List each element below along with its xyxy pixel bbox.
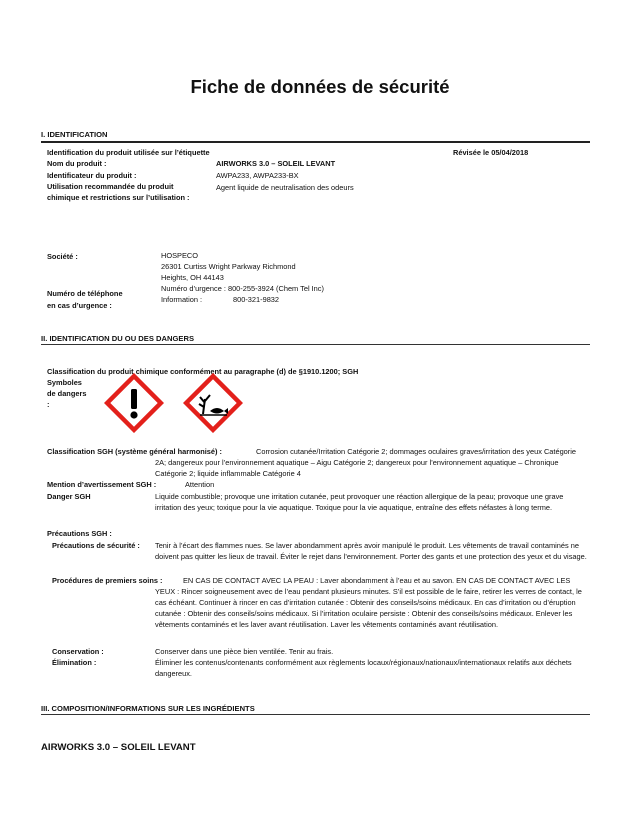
- company-name: HOSPECO: [161, 251, 198, 260]
- danger-value: Liquide combustible; provoque une irritation cutanée, peut provoquer une réaction allergique de la peau; provoque une grave irritation des yeux; toxique pour la vie aquatique. Toxique pour la vie aquatique, entraîne des effets néfastes à long terme.: [155, 492, 564, 512]
- danger-label: Danger SGH: [47, 492, 91, 501]
- product-name-label: Nom du produit :: [47, 159, 107, 168]
- product-id-value: AWPA233, AWPA233-BX: [216, 171, 299, 180]
- first-aid-value: EN CAS DE CONTACT AVEC LA PEAU : Laver abondamment à l’eau et au savon. EN CAS DE CONTACT AVEC LES YEUX : Rincer soigneusement avec de l’eau pendant plusieurs minutes. S’il est possible de le faire, retirer les verres de contact, le cas échéant. Continuer à rincer en cas d’irritation cutanée : Obtenir des conseils/soins médicaux. En cas d’irritation ou d’éruption cutanée : Obtenir des conseils/soins médicaux. Si l’irritation oculaire persiste : Obtenir des conseils/soins médicaux. Enlever les vêtements contaminés et les laver avant réutilisation. Laver les vêtements contaminés avant réutilisation.: [155, 576, 582, 629]
- signal-word-value: Attention: [185, 480, 215, 489]
- exclamation-bar: [131, 389, 137, 409]
- product-name-value: AIRWORKS 3.0 – SOLEIL LEVANT: [216, 159, 336, 168]
- safety-precautions-value: Tenir à l’écart des flammes nues. Se laver abondamment après avoir manipulé le produit. Les vêtements de travail contaminés ne doivent pas quitter les lieux de travail. Éviter le rejet dans l’environnement. Porter des gants et une protection des yeux et du visage.: [155, 541, 587, 561]
- section-3-rule: [41, 714, 590, 715]
- info-label: Information :: [161, 295, 203, 304]
- sgh-classification-value: Corrosion cutanée/Irritation Catégorie 2; dommages oculaires graves/irritation des yeux Catégorie 2A; dangereux pour l’environnement aquatique – Aigu Catégorie 2; dangereux pour l’environnement aquatique – Chronique Catégorie 2; liquide inflammable Catégorie 4: [155, 447, 577, 478]
- info-phone: 800-321-9832: [233, 295, 280, 304]
- section-3-heading: III. COMPOSITION/INFORMATIONS SUR LES INGRÉDIENTS: [41, 704, 255, 713]
- page-title: Fiche de données de sécurité: [190, 76, 450, 97]
- disposal-value: Éliminer les contenus/contenants conformément aux règlements locaux/régionaux/nationaux/internationaux relatifs aux déchets dangereux.: [155, 658, 572, 678]
- exclamation-mark-icon: [104, 373, 164, 433]
- company-address-line-1: 26301 Curtiss Wright Parkway Richmond: [161, 262, 296, 271]
- signal-word-label: Mention d’avertissement SGH :: [47, 480, 157, 489]
- precautions-label: Précautions SGH :: [47, 529, 112, 538]
- hazard-symbols-label: Symboles de dangers :: [47, 378, 87, 409]
- product-identification-label: Identification du produit utilisée sur l’étiquette: [47, 148, 210, 157]
- environment-pictogram-frame: [186, 376, 240, 430]
- section-2-rule: [41, 344, 590, 345]
- storage-label: Conservation :: [52, 647, 104, 656]
- recommended-use-value: Agent liquide de neutralisation des odeurs: [216, 183, 354, 192]
- company-label: Société :: [47, 252, 78, 261]
- section-2-heading: II. IDENTIFICATION DU OU DES DANGERS: [41, 334, 195, 343]
- environment-hazard-icon: [183, 373, 243, 433]
- emergency-phone-label: Numéro de téléphone en cas d’urgence :: [47, 289, 123, 310]
- company-address-line-2: Heights, OH 44143: [161, 273, 224, 282]
- recommended-use-label: Utilisation recommandée du produit chimique et restrictions sur l’utilisation :: [47, 182, 190, 202]
- storage-value: Conserver dans une pièce bien ventilée. Tenir au frais.: [155, 647, 334, 656]
- disposal-label: Élimination :: [52, 658, 97, 667]
- emergency-number: Numéro d’urgence : 800-255-3924 (Chem Tel Inc): [161, 284, 324, 293]
- first-aid-label: Procédures de premiers soins :: [52, 576, 163, 585]
- product-id-label: Identificateur du produit :: [47, 171, 137, 180]
- classification-intro: Classification du produit chimique conformément au paragraphe (d) de §1910.1200; SGH: [47, 367, 359, 376]
- exclamation-dot: [130, 411, 137, 418]
- composition-product-name: AIRWORKS 3.0 – SOLEIL LEVANT: [41, 742, 196, 753]
- sgh-classification-label: Classification SGH (système général harmonisé) :: [47, 447, 222, 456]
- section-1-heading: I. IDENTIFICATION: [41, 130, 108, 139]
- section-1-rule: [41, 141, 590, 143]
- safety-precautions-label: Précautions de sécurité :: [52, 541, 140, 550]
- revision-date: Révisée le 05/04/2018: [453, 148, 529, 157]
